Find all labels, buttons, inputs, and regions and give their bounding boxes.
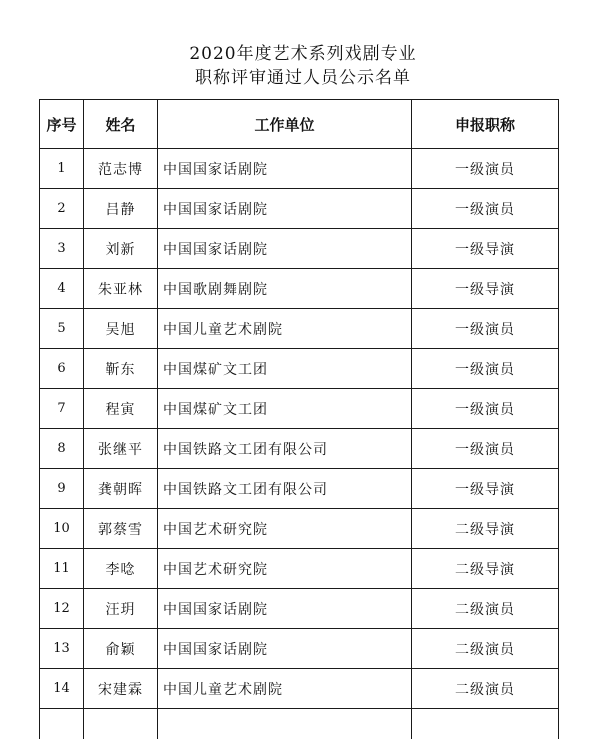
cell-title-applied: 一级演员: [412, 149, 559, 189]
table-row: [40, 149, 559, 189]
cell-name: 郭蔡雪: [84, 509, 158, 549]
cell-title-applied: 一级导演: [412, 469, 559, 509]
cell-title-applied: 一级演员: [412, 189, 559, 229]
table-row: [40, 229, 559, 269]
document-title-line-1: 2020年度艺术系列戏剧专业: [0, 42, 606, 66]
cell-work-unit: 中国儿童艺术剧院: [158, 669, 412, 709]
document-title-line-2: 职称评审通过人员公示名单: [0, 66, 606, 90]
cell-name: 龚朝晖: [84, 469, 158, 509]
table-row: [40, 469, 559, 509]
header-serial-number: 序号: [40, 100, 84, 149]
table-row: [40, 269, 559, 309]
cell-title-applied: 一级演员: [412, 349, 559, 389]
cell-work-unit: 中国艺术研究院: [158, 509, 412, 549]
table-row: [40, 389, 559, 429]
cell-title-applied: 一级演员: [412, 429, 559, 469]
header-work-unit: 工作单位: [158, 100, 412, 149]
table-row: [40, 509, 559, 549]
cell-serial-number: 9: [40, 469, 84, 509]
cell-work-unit: 中国国家话剧院: [158, 229, 412, 269]
cell-work-unit: 中国国家话剧院: [158, 629, 412, 669]
cell-serial-number: 14: [40, 669, 84, 709]
cell-title-applied: 一级演员: [412, 309, 559, 349]
personnel-table: [39, 99, 559, 739]
cell-name: 俞颖: [84, 629, 158, 669]
cell-serial-number: 11: [40, 549, 84, 589]
cell-title-applied: 二级演员: [412, 669, 559, 709]
cell-empty: [40, 709, 84, 739]
header-title-applied: 申报职称: [412, 100, 559, 149]
cell-name: 刘新: [84, 229, 158, 269]
table-row: [40, 189, 559, 229]
cell-serial-number: 3: [40, 229, 84, 269]
table-row: [40, 669, 559, 709]
cell-empty: [158, 709, 412, 739]
cell-name: 汪玥: [84, 589, 158, 629]
cell-serial-number: 6: [40, 349, 84, 389]
cell-name: 吴旭: [84, 309, 158, 349]
cell-title-applied: 一级导演: [412, 269, 559, 309]
cell-serial-number: 2: [40, 189, 84, 229]
cell-work-unit: 中国铁路文工团有限公司: [158, 429, 412, 469]
cell-work-unit: 中国歌剧舞剧院: [158, 269, 412, 309]
cell-empty: [412, 709, 559, 739]
cell-serial-number: 7: [40, 389, 84, 429]
cell-title-applied: 二级导演: [412, 549, 559, 589]
cell-work-unit: 中国煤矿文工团: [158, 389, 412, 429]
cell-work-unit: 中国国家话剧院: [158, 589, 412, 629]
table-row-cut-off: [40, 709, 559, 739]
table-row: [40, 429, 559, 469]
cell-name: 宋建霖: [84, 669, 158, 709]
cell-work-unit: 中国国家话剧院: [158, 189, 412, 229]
table-header-row: [40, 100, 559, 149]
cell-name: 朱亚林: [84, 269, 158, 309]
table-row: [40, 589, 559, 629]
cell-work-unit: 中国铁路文工团有限公司: [158, 469, 412, 509]
cell-title-applied: 二级演员: [412, 589, 559, 629]
table-row: [40, 549, 559, 589]
cell-name: 靳东: [84, 349, 158, 389]
header-name: 姓名: [84, 100, 158, 149]
cell-serial-number: 12: [40, 589, 84, 629]
cell-title-applied: 二级演员: [412, 629, 559, 669]
cell-work-unit: 中国儿童艺术剧院: [158, 309, 412, 349]
cell-empty: [84, 709, 158, 739]
cell-serial-number: 4: [40, 269, 84, 309]
cell-name: 范志博: [84, 149, 158, 189]
cell-serial-number: 5: [40, 309, 84, 349]
cell-serial-number: 8: [40, 429, 84, 469]
cell-title-applied: 二级导演: [412, 509, 559, 549]
cell-work-unit: 中国国家话剧院: [158, 149, 412, 189]
cell-serial-number: 13: [40, 629, 84, 669]
cell-name: 张继平: [84, 429, 158, 469]
cell-name: 程寅: [84, 389, 158, 429]
table-row: [40, 349, 559, 389]
cell-name: 李唸: [84, 549, 158, 589]
cell-name: 吕静: [84, 189, 158, 229]
cell-title-applied: 一级演员: [412, 389, 559, 429]
cell-serial-number: 1: [40, 149, 84, 189]
table-row: [40, 629, 559, 669]
cell-title-applied: 一级导演: [412, 229, 559, 269]
cell-work-unit: 中国艺术研究院: [158, 549, 412, 589]
cell-serial-number: 10: [40, 509, 84, 549]
cell-work-unit: 中国煤矿文工团: [158, 349, 412, 389]
table-row: [40, 309, 559, 349]
